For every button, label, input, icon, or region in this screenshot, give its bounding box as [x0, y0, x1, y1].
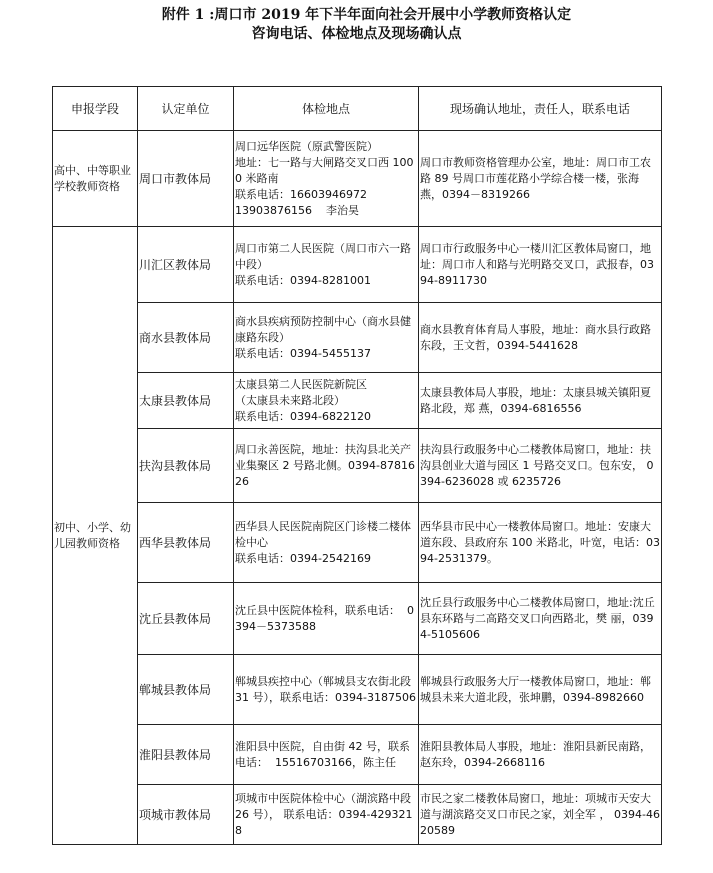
info-table — [52, 86, 662, 845]
exam-location-cell: 周口永善医院，地址：扶沟县北关产业集聚区 2 号路北侧。0394-8781626 — [234, 429, 419, 503]
confirm-address-cell: 商水县教育体育局人事股，地址：商水县行政路东段，王文哲，0394-5441628 — [419, 303, 662, 373]
table-row — [53, 583, 662, 655]
title-line-1: 附件 1 :周口市 2019 年下半年面向社会开展中小学教师资格认定 — [161, 7, 572, 23]
exam-location-cell: 周口远华医院（原武警医院） 地址：七一路与大闸路交叉口西 1000 米路南 联系电话：16603946972 13903876156 李治昊 — [234, 131, 419, 227]
table-row — [53, 373, 662, 429]
confirm-address-cell: 西华县市民中心一楼教体局窗口。地址：安康大道东段、县政府东 100 米路北，叶宽，电话：0394-2531379。 — [419, 503, 662, 583]
table-row — [53, 785, 662, 845]
confirm-address-cell: 淮阳县教体局人事股，地址：淮阳县新民南路，赵东玲，0394-2668116 — [419, 725, 662, 785]
unit-cell: 项城市教体局 — [138, 785, 234, 845]
header-unit: 认定单位 — [138, 87, 234, 131]
unit-cell: 川汇区教体局 — [138, 227, 234, 303]
unit-cell: 太康县教体局 — [138, 373, 234, 429]
confirm-address-cell: 沈丘县行政服务中心二楼教体局窗口，地址:沈丘县东环路与二高路交叉口向西路北，樊 丽，0394-5105606 — [419, 583, 662, 655]
document-title — [0, 6, 713, 44]
stage-cell-high: 高中、中等职业学校教师资格 — [53, 131, 138, 227]
confirm-address-cell: 周口市行政服务中心一楼川汇区教体局窗口，地址：周口市人和路与光明路交叉口，武报春，0394-8911730 — [419, 227, 662, 303]
unit-cell: 周口市教体局 — [138, 131, 234, 227]
confirm-address-cell: 郸城县行政服务大厅一楼教体局窗口，地址：郸城县未来大道北段，张坤鹏，0394-8982660 — [419, 655, 662, 725]
table-row — [53, 131, 662, 227]
exam-location-cell: 郸城县疾控中心（郸城县支农街北段 31 号），联系电话：0394-3187506 — [234, 655, 419, 725]
confirm-address-cell: 市民之家二楼教体局窗口，地址：项城市天安大道与湖滨路交叉口市民之家，刘全军 ， 0394-4620589 — [419, 785, 662, 845]
table-row — [53, 725, 662, 785]
table-row — [53, 655, 662, 725]
unit-cell: 商水县教体局 — [138, 303, 234, 373]
stage-cell-primary: 初中、小学、幼儿园教师资格 — [53, 227, 138, 845]
unit-cell: 沈丘县教体局 — [138, 583, 234, 655]
exam-location-cell: 商水县疾病预防控制中心（商水县健康路东段） 联系电话：0394-5455137 — [234, 303, 419, 373]
unit-cell: 扶沟县教体局 — [138, 429, 234, 503]
header-exam-location: 体检地点 — [234, 87, 419, 131]
table-row — [53, 227, 662, 303]
exam-location-cell: 项城市中医院体检中心（湖滨路中段 26 号）， 联系电话：0394-4293218 — [234, 785, 419, 845]
table-row — [53, 429, 662, 503]
exam-location-cell: 周口市第二人民医院（周口市六一路中段） 联系电话：0394-8281001 — [234, 227, 419, 303]
table-header-row — [53, 87, 662, 131]
unit-cell: 西华县教体局 — [138, 503, 234, 583]
confirm-address-cell: 扶沟县行政服务中心二楼教体局窗口，地址：扶沟县创业大道与园区 1 号路交叉口。包东安， 0394-6236028 或 6235726 — [419, 429, 662, 503]
title-line-2: 咨询电话、体检地点及现场确认点 — [251, 26, 462, 42]
unit-cell: 淮阳县教体局 — [138, 725, 234, 785]
unit-cell: 郸城县教体局 — [138, 655, 234, 725]
exam-location-cell: 太康县第二人民医院新院区 （太康县未来路北段） 联系电话：0394-6822120 — [234, 373, 419, 429]
table-row — [53, 303, 662, 373]
confirm-address-cell: 周口市教师资格管理办公室，地址：周口市工农路 89 号周口市莲花路小学综合楼一楼，张海燕，0394－8319266 — [419, 131, 662, 227]
exam-location-cell: 淮阳县中医院，自由街 42 号，联系电话： 15516703166，陈主任 — [234, 725, 419, 785]
header-stage: 申报学段 — [53, 87, 138, 131]
confirm-address-cell: 太康县教体局人事股，地址：太康县城关镇阳夏路北段，郑 燕，0394-6816556 — [419, 373, 662, 429]
table-row — [53, 503, 662, 583]
exam-location-cell: 西华县人民医院南院区门诊楼二楼体检中心 联系电话：0394-2542169 — [234, 503, 419, 583]
header-confirm-address: 现场确认地址，责任人，联系电话 — [419, 87, 662, 131]
exam-location-cell: 沈丘县中医院体检科，联系电话： 0394－5373588 — [234, 583, 419, 655]
